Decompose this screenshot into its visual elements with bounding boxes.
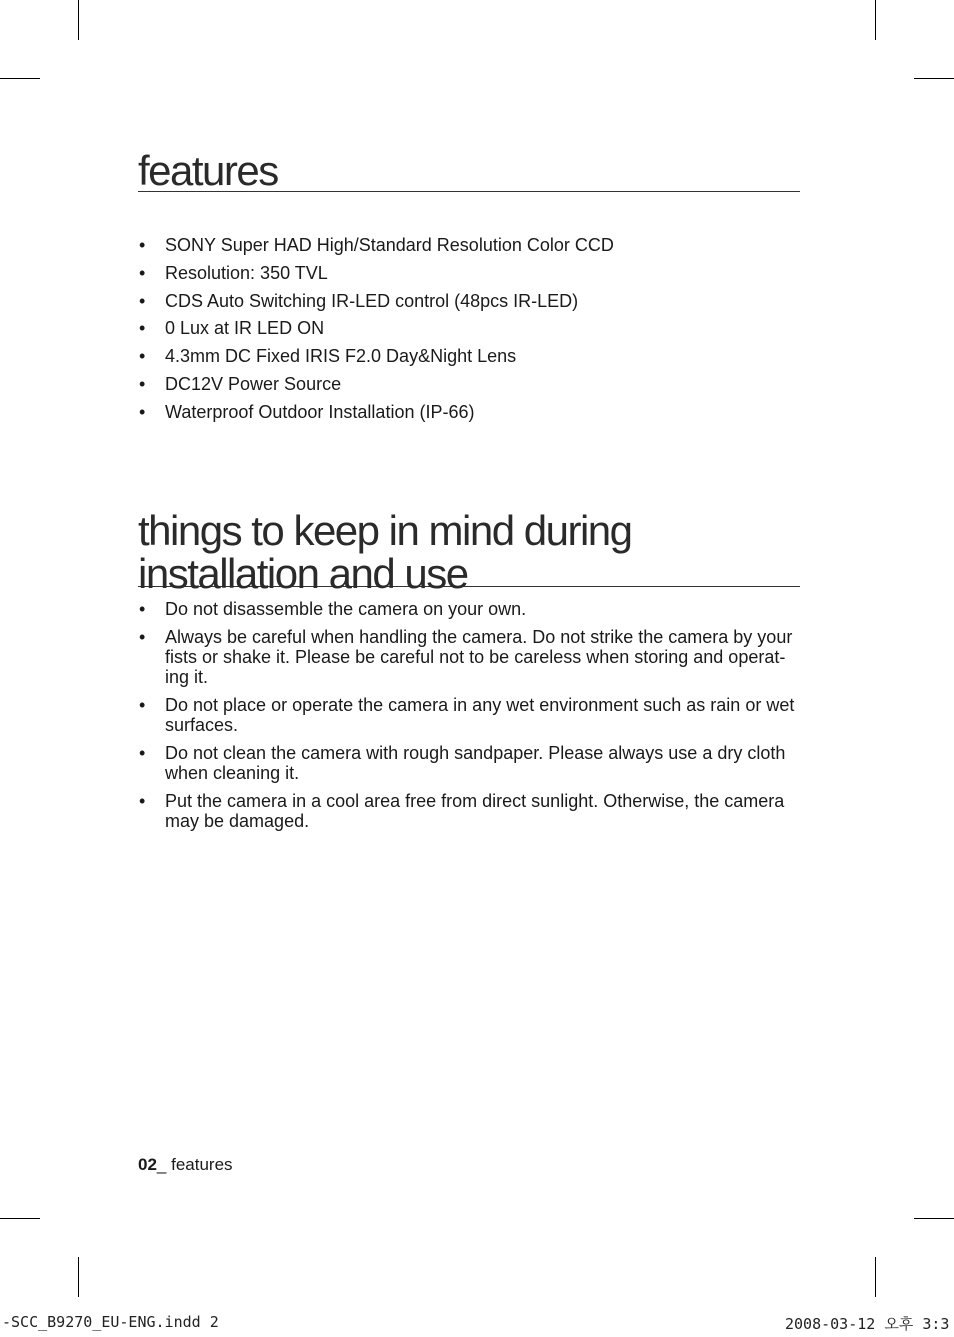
- list-item: • 0 Lux at IR LED ON: [138, 318, 802, 338]
- crop-mark-bottom-left-vertical: [78, 1257, 79, 1297]
- crop-mark-top-right-horizontal: [914, 78, 954, 79]
- features-list: [138, 235, 802, 430]
- list-item: • Do not disassemble the camera on your own.: [138, 599, 802, 619]
- page-footer: [138, 1155, 233, 1175]
- cautions-heading-line2: installation and use: [138, 550, 468, 597]
- list-item: • Always be careful when handling the camera. Do not strike the camera by your fists or shake it. Please be careful not to be careless when storing and operat-ing it.: [138, 627, 802, 687]
- crop-mark-bottom-right-horizontal: [914, 1218, 954, 1219]
- crop-mark-top-right-vertical: [875, 0, 876, 40]
- list-item: • DC12V Power Source: [138, 374, 802, 394]
- list-item: • 4.3mm DC Fixed IRIS F2.0 Day&Night Lens: [138, 346, 802, 366]
- cautions-heading: [138, 507, 800, 597]
- list-item: • Do not clean the camera with rough sandpaper. Please always use a dry cloth when cleaning it.: [138, 743, 802, 783]
- list-item: • Resolution: 350 TVL: [138, 263, 802, 283]
- list-item: • Do not place or operate the camera in any wet environment such as rain or wet surfaces.: [138, 695, 802, 735]
- page-footer-label: _ features: [156, 1155, 233, 1174]
- cautions-heading-line1: things to keep in mind during: [138, 507, 632, 554]
- features-heading: features: [138, 150, 800, 192]
- crop-mark-top-left-horizontal: [0, 78, 40, 79]
- print-slug-filename: -SCC_B9270_EU-ENG.indd 2: [2, 1313, 219, 1331]
- list-item: • Waterproof Outdoor Installation (IP-66): [138, 402, 802, 422]
- crop-mark-bottom-right-vertical: [875, 1257, 876, 1297]
- page-number: 02: [138, 1155, 157, 1174]
- crop-mark-bottom-left-horizontal: [0, 1218, 40, 1219]
- list-item: • Put the camera in a cool area free from direct sunlight. Otherwise, the camera may be damaged.: [138, 791, 802, 831]
- crop-mark-top-left-vertical: [78, 0, 79, 40]
- list-item: • CDS Auto Switching IR-LED control (48pcs IR-LED): [138, 291, 802, 311]
- cautions-list: [138, 599, 802, 839]
- list-item: • SONY Super HAD High/Standard Resolution Color CCD: [138, 235, 802, 255]
- print-slug-timestamp: 2008-03-12 오후 3:3: [785, 1315, 950, 1333]
